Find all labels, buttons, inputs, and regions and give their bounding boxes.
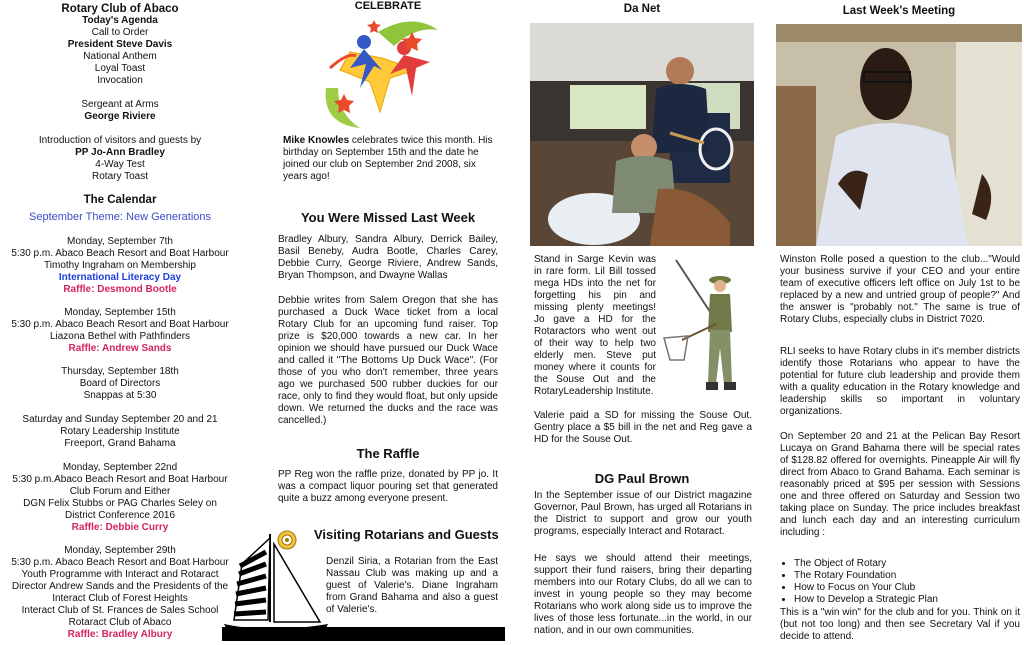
agenda-item: National Anthem: [83, 51, 157, 62]
raffle-paragraph: PP Reg won the raffle prize, donated by PP jo. It was a compact liquor pouring set that generated quite a buzz among everyone present.: [278, 469, 498, 504]
da-net-title: Da Net: [623, 3, 661, 15]
event-line: Rotary Leadership Institute: [60, 426, 180, 437]
calendar-event: [0, 366, 240, 402]
celebrate-graphic: [320, 12, 446, 132]
event-date: Saturday and Sunday September 20 and 21: [22, 414, 218, 425]
event-line: Director Andrew Sands and the Presidents of the: [11, 581, 229, 592]
speaker-photo: [776, 24, 1022, 246]
event-line: 5:30 p.m. Abaco Beach Resort and Boat Harbour: [11, 557, 229, 568]
intro-label: Introduction of visitors and guests by: [38, 135, 202, 146]
event-line: Snappas at 5:30: [83, 390, 157, 401]
agenda-block: [0, 3, 240, 183]
meeting-paragraph-2: RLI seeks to have Rotary clubs in it's member districts identify those Rotarians who appear to have the potential for future club leadership and provide them with a quality education in the Rotary knowledge and leadership skills so important in voluntary organizations.: [780, 346, 1020, 417]
meeting-paragraph-3: On September 20 and 21 at the Pelican Bay Resort Lucaya on Grand Bahama there will be special rates of $128.82 offered for overnights. Pineapple Air will fly direct from Abaco to Grand Bahama. Each seminar is reasonably priced at $95 per session with Sessions one and three offered on Saturday and Session two taking place on Sunday. The price includes breakfast and lunch each day and an interesting curriculum including :: [780, 431, 1020, 538]
list-item: • How to Develop a Strategic Plan: [794, 594, 1024, 606]
event-date: Monday, September 15th: [64, 307, 176, 318]
event-line: Club Forum and Either: [69, 486, 171, 497]
agenda-item: Rotary Toast: [92, 171, 148, 182]
sergeant-label: Sergeant at Arms: [81, 99, 159, 110]
calendar-event: [0, 307, 240, 355]
da-net-paragraph-2: Valerie paid a SD for missing the Souse Out. Gentry place a $5 bill in the net and Reg gave a HD for the Souse Out.: [534, 410, 752, 445]
agenda-item: Invocation: [97, 75, 143, 86]
event-line: Freeport, Grand Bahama: [64, 438, 176, 449]
agenda-item: 4-Way Test: [95, 159, 145, 170]
meeting-paragraph-4: This is a "win win" for the club and for you. Think on it (but not too long) and then see Secretary Val if you decide to attend.: [780, 607, 1020, 642]
celebrate-title: CELEBRATE: [354, 0, 422, 12]
sergeant-name: George Riviere: [84, 111, 156, 122]
dg-title: DG Paul Brown: [594, 471, 690, 486]
raffle-title: The Raffle: [356, 446, 420, 461]
event-line: 5:30 p.m. Abaco Beach Resort and Boat Harbour: [11, 319, 229, 330]
dg-paragraph-2: He says we should attend their meetings, support their fund raisers, bring their departing members into our Rotary Clubs, do all we can to invest in young people so they may become Rotarians who work along side us to improve the lives of those less fortunate...in the world, in our nation, and in our own communities.: [534, 553, 752, 636]
event-line: Youth Programme with Interact and Rotaract: [21, 569, 219, 580]
meeting-title: Last Week's Meeting: [842, 5, 956, 17]
event-date: Monday, September 22nd: [62, 462, 178, 473]
event-date: Monday, September 7th: [67, 236, 173, 247]
missed-title: You Were Missed Last Week: [300, 210, 476, 225]
event-raffle: Raffle: Bradley Albury: [67, 629, 173, 640]
event-line: District Conference 2016: [64, 510, 176, 521]
celebrate-text: celebrates twice this month. His birthday on September 15th and the date he joined our club on September 2nd 2008, six years ago!: [283, 135, 493, 182]
missed-paragraph: Debbie writes from Salem Oregon that she has purchased a Duck Wace ticket from a local Rotary Club for an upcoming fund raiser. Top prize is $20,000 towards a new car. In her opinion we should have pursued our Duck Wace and called it "The Bottoms Up Duck Wace". (For those of you who don't remember, three years ago we purchased 500 rubber duckies for our race, only to find they would float, but only upside down. We returned the ducks and the race was cancelled.): [278, 295, 498, 426]
event-line: Rotaract Club of Abaco: [68, 617, 172, 628]
da-net-paragraph: Stand in Sarge Kevin was in rare form. Lil Bill tossed mega HDs into the net for forgetting his pin and missing plenty meetings! Jo gave a HD for the Rotaractors who went out of their way to help two elderly men. Steve put money where it counts for the Souse Out and the RotaryLeadership Institute.: [534, 254, 656, 397]
event-date: Thursday, September 18th: [61, 366, 179, 377]
list-item: • The Rotary Foundation: [794, 570, 1024, 582]
celebrate-paragraph: [283, 135, 493, 183]
event-date: Monday, September 29th: [64, 545, 176, 556]
event-line: 5:30 p.m.Abaco Beach Resort and Boat Harbour: [12, 474, 228, 485]
club-name: Rotary Club of Abaco: [61, 3, 179, 15]
event-raffle: Raffle: Debbie Curry: [71, 522, 169, 533]
event-raffle: Raffle: Andrew Sands: [68, 343, 172, 354]
calendar-event: [0, 236, 240, 296]
calendar-event: [0, 545, 240, 641]
missed-names: Bradley Albury, Sandra Albury, Derrick Bailey, Basil Beneby, Audra Bootle, Charles Carey, Debbie Curry, George Riviere, Andrew Sands, Bryan Thompson, and Dwayne Wallas: [278, 234, 498, 281]
agenda-title: Today's Agenda: [82, 15, 158, 26]
rotary-wheel-icon: [277, 530, 297, 550]
event-line: Timothy Ingraham on Membership: [44, 260, 196, 271]
calendar-title: The Calendar: [83, 194, 157, 206]
agenda-item: Loyal Toast: [94, 63, 146, 74]
list-item: • The Object of Rotary: [794, 558, 1024, 570]
calendar-event: [0, 462, 240, 534]
curriculum-list: [780, 558, 1024, 606]
event-line: DGN Felix Stubbs or PAG Charles Seley on: [23, 498, 217, 509]
intro-name: PP Jo-Ann Bradley: [75, 147, 165, 158]
meeting-paragraph-1: Winston Rolle posed a question to the club..."Would your business survive if your CEO and your entire team of executive officers left office on July 1st to be replaced by a new and untried group of people?" And the answer is "probably not." The same is true of Rotary Clubs, especially clubs in District 7020.: [780, 254, 1020, 325]
sailboat-graphic: [220, 528, 330, 640]
visiting-title: Visiting Rotarians and Guests: [314, 527, 499, 542]
event-line: Interact Club of Forest Heights: [52, 593, 188, 604]
list-item: • How to Focus on Your Club: [794, 582, 1024, 594]
event-highlight: International Literacy Day: [58, 272, 182, 283]
event-line: 5:30 p.m. Abaco Beach Resort and Boat Harbour: [11, 248, 229, 259]
dg-paragraph-1: In the September issue of our District magazine Governor, Paul Brown, has urged all Rotarians in the District to support and grow our youth programs, especially Interact and Rotaract.: [534, 490, 752, 537]
event-line: Liazona Bethel with Pathfinders: [49, 331, 191, 342]
da-net-photo: [530, 23, 754, 246]
calendar-block: [0, 194, 240, 223]
fisherman-illustration: [660, 258, 750, 400]
sailboat-water-bar: [222, 627, 505, 641]
visiting-paragraph: Denzil Siria, a Rotarian from the East Nassau Club was making up and a guest of Valerie's. Diane Ingraham from Grand Bahama and also a guest of Valerie's.: [326, 556, 498, 615]
event-raffle: Raffle: Desmond Bootle: [63, 284, 177, 295]
calendar-event: [0, 414, 240, 450]
celebrant-name: Mike Knowles: [283, 135, 350, 146]
event-line: Board of Directors: [79, 378, 161, 389]
agenda-item: Call to Order: [91, 27, 149, 38]
event-line: Interact Club of St. Frances de Sales School: [21, 605, 219, 616]
calendar-theme: September Theme: New Generations: [29, 211, 211, 223]
president-name: President Steve Davis: [67, 39, 173, 50]
